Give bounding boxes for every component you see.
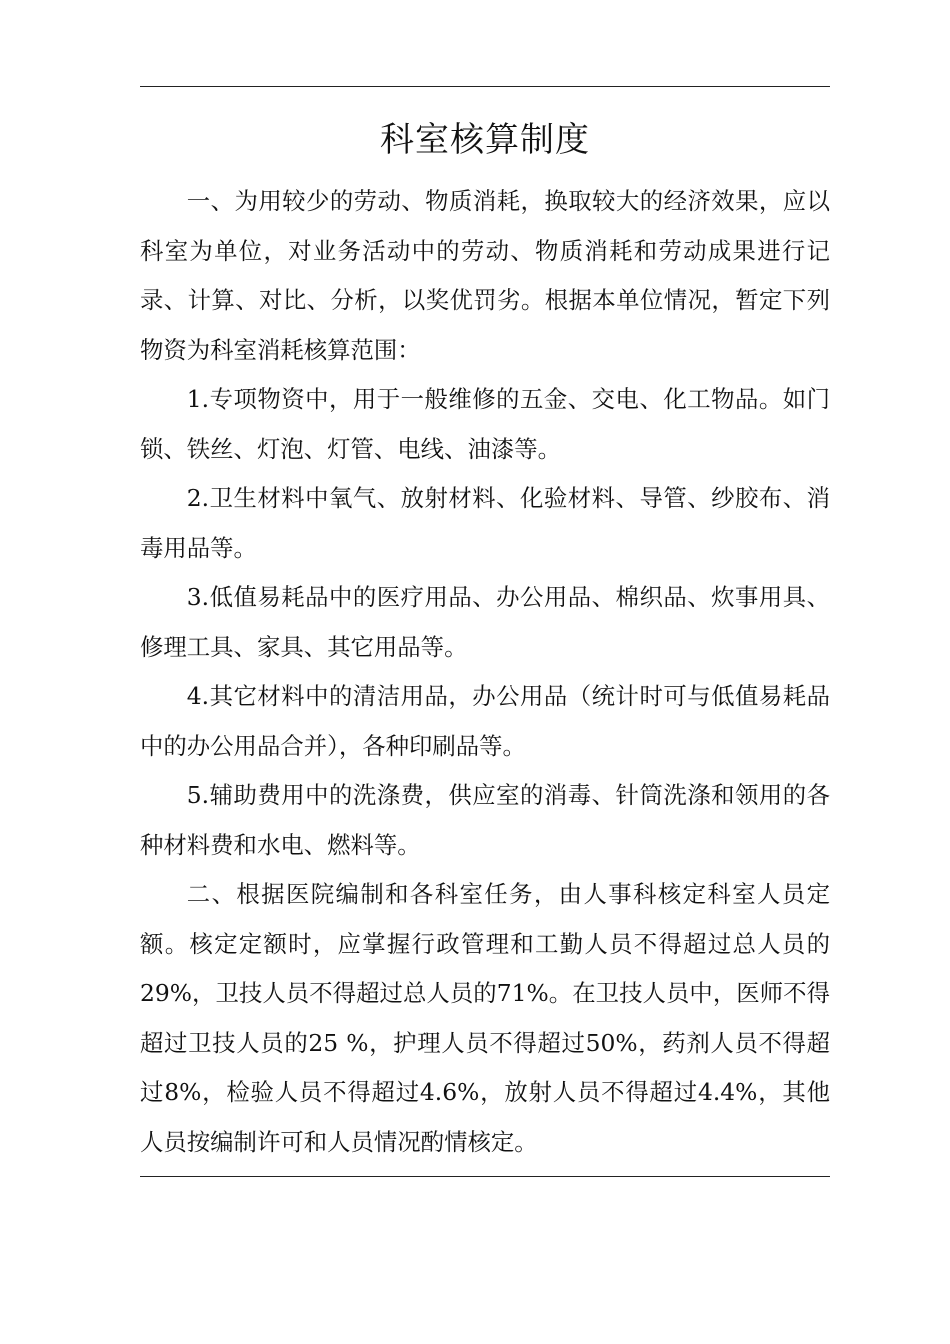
paragraph-section-1: 一、为用较少的劳动、物质消耗，换取较大的经济效果，应以科室为单位，对业务活动中的劳动、物质消耗和劳动成果进行记录、计算、对比、分析，以奖优罚劣。根据本单位情况，暂定下列物资为科室消耗核算范围： <box>140 187 830 364</box>
paragraph-item-4: 4.其它材料中的清洁用品，办公用品（统计时可与低值易耗品中的办公用品合并），各种印刷品等。 <box>140 682 830 760</box>
paragraph-section-2: 二、根据医院编制和各科室任务，由人事科核定科室人员定额。核定定额时，应掌握行政管理和工勤人员不得超过总人员的29%，卫技人员不得超过总人员的71%。在卫技人员中，医师不得超过卫技人员的25 %，护理人员不得超过50%，药剂人员不得超过8%，检验人员不得超过4.6%，放射人员不得超过4.4%，其他人员按编制许可和人员情况酌情核定。 <box>140 880 830 1156</box>
document-page <box>140 0 830 1344</box>
page-title: 科室核算制度 <box>380 120 590 160</box>
header-rule <box>140 86 830 87</box>
paragraph-item-5: 5.辅助费用中的洗涤费，供应室的消毒、针筒洗涤和领用的各种材料费和水电、燃料等。 <box>140 781 830 859</box>
footer-rule <box>140 1176 830 1177</box>
paragraph-item-2: 2.卫生材料中氧气、放射材料、化验材料、导管、纱胶布、消毒用品等。 <box>140 484 830 562</box>
paragraph-item-3: 3.低值易耗品中的医疗用品、办公用品、棉织品、炊事用具、修理工具、家具、其它用品等。 <box>140 583 830 661</box>
document-body <box>140 177 830 1167</box>
paragraph-item-1: 1.专项物资中，用于一般维修的五金、交电、化工物品。如门锁、铁丝、灯泡、灯管、电线、油漆等。 <box>140 385 830 463</box>
